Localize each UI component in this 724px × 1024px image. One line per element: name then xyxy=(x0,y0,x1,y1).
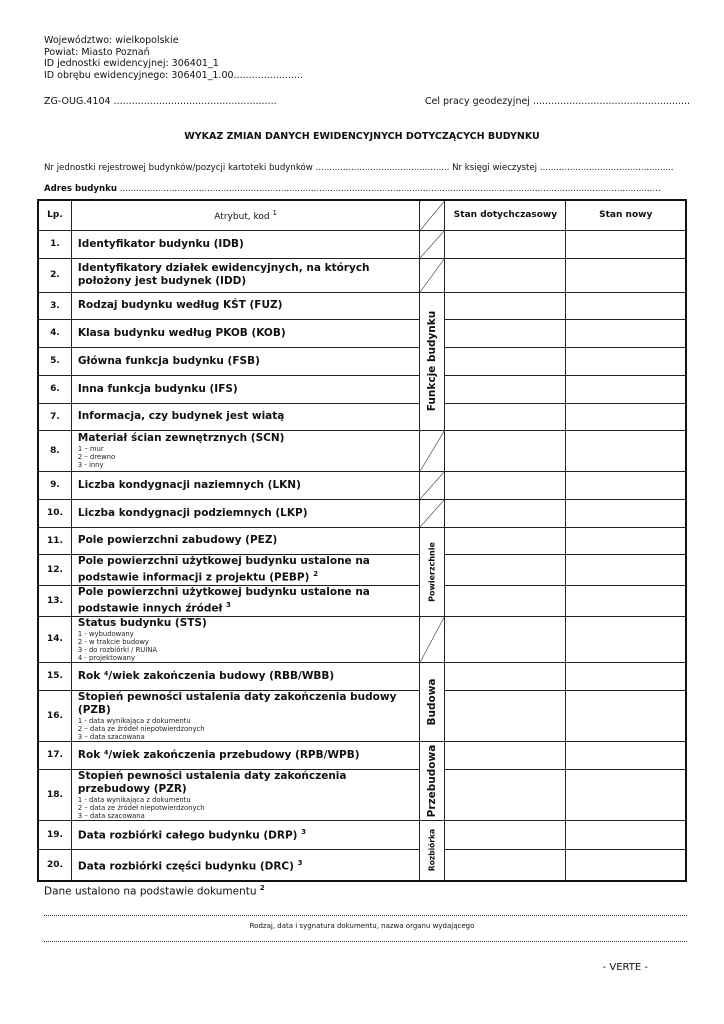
attribute-name-text: Inna funkcja budynku (IFS) xyxy=(77,382,238,395)
table-row xyxy=(38,849,686,881)
header-atrybut-text: Atrybut, kod xyxy=(214,211,270,222)
group-label: Przebudowa xyxy=(426,744,439,817)
attribute-name xyxy=(78,586,420,616)
header-block xyxy=(44,35,303,81)
row-attribute xyxy=(71,430,420,471)
attribute-name-text: Pole powierzchni zabudowy (PEZ) xyxy=(77,534,278,546)
attribute-name xyxy=(78,826,420,843)
stan-dotychczasowy-cell[interactable] xyxy=(445,662,566,690)
attribute-option: 1 - wybudowany xyxy=(77,629,134,638)
row-lp: 20. xyxy=(38,849,71,881)
stan-nowy-cell[interactable] xyxy=(566,403,686,430)
group-przebudowa xyxy=(420,741,445,820)
stan-nowy-cell[interactable] xyxy=(566,849,686,881)
header-wojewodztwo: Województwo: wielkopolskie xyxy=(44,35,179,46)
row-attribute xyxy=(71,403,420,430)
row-attribute xyxy=(71,527,420,554)
nr-jednostki-line: Nr jednostki rejestrowej budynków/pozycji kartoteki budynków ................................................. Nr księgi wieczystej ................................................. xyxy=(44,163,674,173)
row-lp: 12. xyxy=(38,554,71,585)
stan-nowy-cell[interactable] xyxy=(566,741,686,769)
stan-nowy-cell[interactable] xyxy=(566,258,686,292)
stan-dotychczasowy-cell[interactable] xyxy=(445,690,566,741)
stan-dotychczasowy-cell[interactable] xyxy=(445,430,566,471)
changes-table xyxy=(37,199,687,882)
attribute-name xyxy=(78,749,420,762)
stan-nowy-cell[interactable] xyxy=(566,319,686,347)
verte-label: - VERTE - xyxy=(602,962,648,973)
row-attribute xyxy=(71,375,420,403)
stan-dotychczasowy-cell[interactable] xyxy=(445,347,566,375)
stan-nowy-cell[interactable] xyxy=(566,292,686,319)
table-row xyxy=(38,258,686,292)
stan-nowy-cell[interactable] xyxy=(566,347,686,375)
attribute-option: 2 – drewno xyxy=(77,453,116,461)
attribute-name xyxy=(78,691,420,717)
attribute-name xyxy=(78,299,420,312)
attribute-name xyxy=(78,238,420,251)
document-title: WYKAZ ZMIAN DANYCH EWIDENCYJNYCH DOTYCZĄCYCH BUDYNKU xyxy=(184,131,540,142)
attribute-name-text: Stopień pewności ustalenia daty zakończenia przebudowy (PZR) xyxy=(77,769,347,795)
header-atrybut-sup: 1 xyxy=(272,208,277,217)
row-lp: 16. xyxy=(38,690,71,741)
row-attribute xyxy=(71,585,420,616)
table-row xyxy=(38,499,686,527)
header-diagonal-cell xyxy=(420,200,445,230)
row-lp: 8. xyxy=(38,430,71,471)
row-lp: 13. xyxy=(38,585,71,616)
document-caption: Rodzaj, data i sygnatura dokumentu, nazwa organu wydającego xyxy=(249,922,475,930)
stan-dotychczasowy-cell[interactable] xyxy=(445,375,566,403)
attribute-option: 3 – data szacowana xyxy=(77,732,145,741)
attribute-footnote-sup: 3 xyxy=(301,828,306,837)
group-powierzchnie xyxy=(420,527,445,616)
row-attribute xyxy=(71,499,420,527)
table-row xyxy=(38,616,686,662)
row-attribute xyxy=(71,319,420,347)
stan-nowy-cell[interactable] xyxy=(566,527,686,554)
table-row xyxy=(38,471,686,499)
attribute-name-text: Materiał ścian zewnętrznych (SCN) xyxy=(77,432,285,444)
stan-dotychczasowy-cell[interactable] xyxy=(445,554,566,585)
table-row xyxy=(38,230,686,258)
row-lp: 3. xyxy=(38,292,71,319)
attribute-name-text: Pole powierzchni użytkowej budynku ustalone na podstawie informacji z projektu (PEBP) xyxy=(77,554,370,584)
attribute-name xyxy=(78,410,420,423)
attribute-name xyxy=(78,617,420,630)
group-funkcje xyxy=(420,292,445,430)
stan-nowy-cell[interactable] xyxy=(566,585,686,616)
row-attribute xyxy=(71,292,420,319)
reference-zg: ZG-OUG.4104 ...................................................... xyxy=(44,96,277,107)
stan-dotychczasowy-cell[interactable] xyxy=(445,403,566,430)
attribute-name xyxy=(78,555,420,585)
attribute-option: 2 – data ze źródeł niepotwierdzonych xyxy=(77,724,205,733)
table-row xyxy=(38,690,686,741)
attribute-option: 3 - do rozbiórki / RUINA xyxy=(77,645,158,654)
row-lp: 10. xyxy=(38,499,71,527)
stan-dotychczasowy-cell[interactable] xyxy=(445,585,566,616)
row-attribute xyxy=(71,820,420,849)
group-budowa xyxy=(420,662,445,741)
attribute-name-text: Liczba kondygnacji podziemnych (LKP) xyxy=(77,506,308,519)
attribute-name xyxy=(78,507,420,520)
row-lp: 18. xyxy=(38,769,71,820)
row-lp: 1. xyxy=(38,230,71,258)
table-row xyxy=(38,585,686,616)
stan-dotychczasowy-cell[interactable] xyxy=(445,499,566,527)
row-lp: 11. xyxy=(38,527,71,554)
row-attribute xyxy=(71,554,420,585)
table-row xyxy=(38,319,686,347)
attribute-option: 3 – data szacowana xyxy=(77,811,145,820)
table-row xyxy=(38,662,686,690)
attribute-name xyxy=(78,534,420,547)
stan-nowy-cell[interactable] xyxy=(566,430,686,471)
attribute-option: 2 - w trakcie budowy xyxy=(77,637,149,646)
dane-ustalono-text: Dane ustalono na podstawie dokumentu xyxy=(44,885,257,898)
attribute-footnote-sup: 3 xyxy=(226,600,231,609)
attribute-name-text: Liczba kondygnacji naziemnych (LKN) xyxy=(77,478,301,491)
stan-nowy-cell[interactable] xyxy=(566,616,686,662)
attribute-name xyxy=(78,857,420,874)
stan-dotychczasowy-cell[interactable] xyxy=(445,616,566,662)
group-label: Funkcje budynku xyxy=(426,310,439,412)
stan-dotychczasowy-cell[interactable] xyxy=(445,741,566,769)
stan-nowy-cell[interactable] xyxy=(566,820,686,849)
row-attribute xyxy=(71,662,420,690)
stan-dotychczasowy-cell[interactable] xyxy=(445,769,566,820)
row-attribute xyxy=(71,347,420,375)
attribute-name-text: Rok ⁴/wiek zakończenia przebudowy (RPB/WPB) xyxy=(77,748,360,761)
header-id-obrebu: ID obrębu ewidencyjnego: 306401_1.00....................... xyxy=(44,69,303,81)
row-lp: 7. xyxy=(38,403,71,430)
adres-label: Adres budynku xyxy=(44,184,117,194)
table-row xyxy=(38,769,686,820)
attribute-name xyxy=(78,383,420,396)
row-lp: 15. xyxy=(38,662,71,690)
row-lp: 5. xyxy=(38,347,71,375)
attribute-name-text: Data rozbiórki całego budynku (DRP) xyxy=(77,829,298,842)
table-row xyxy=(38,347,686,375)
adres-line xyxy=(44,184,661,194)
diagonal-cell xyxy=(420,616,445,662)
stan-nowy-cell[interactable] xyxy=(566,662,686,690)
document-line-1 xyxy=(44,915,687,916)
attribute-name-text: Informacja, czy budynek jest wiatą xyxy=(77,410,285,422)
stan-nowy-cell[interactable] xyxy=(566,375,686,403)
row-attribute xyxy=(71,230,420,258)
stan-dotychczasowy-cell[interactable] xyxy=(445,471,566,499)
stan-dotychczasowy-cell[interactable] xyxy=(445,258,566,292)
row-lp: 2. xyxy=(38,258,71,292)
row-attribute xyxy=(71,258,420,292)
group-label: Budowa xyxy=(426,678,439,725)
stan-dotychczasowy-cell[interactable] xyxy=(445,849,566,881)
table-row xyxy=(38,820,686,849)
attribute-name xyxy=(78,262,420,288)
row-lp: 9. xyxy=(38,471,71,499)
header-lp: Lp. xyxy=(38,200,71,230)
group-label: Rozbiórka xyxy=(427,829,437,872)
row-lp: 17. xyxy=(38,741,71,769)
attribute-option: 3 - inny xyxy=(77,461,104,469)
table-row xyxy=(38,292,686,319)
header-atrybut xyxy=(71,200,420,230)
diagonal-cell xyxy=(420,430,445,471)
table-row xyxy=(38,375,686,403)
diagonal-cell xyxy=(420,471,445,499)
attribute-footnote-sup: 3 xyxy=(297,858,303,867)
dane-ustalono xyxy=(44,884,265,898)
header-stan-nowy: Stan nowy xyxy=(566,200,686,230)
row-attribute xyxy=(71,741,420,769)
attribute-footnote-sup: 2 xyxy=(313,569,318,578)
row-attribute xyxy=(71,616,420,662)
attribute-name-text: Identyfikator budynku (IDB) xyxy=(77,237,244,250)
diagonal-cell xyxy=(420,499,445,527)
stan-nowy-cell[interactable] xyxy=(566,690,686,741)
attribute-option: 4 - projektowany xyxy=(77,653,135,662)
table-row xyxy=(38,741,686,769)
attribute-name xyxy=(78,670,420,683)
row-lp: 6. xyxy=(38,375,71,403)
attribute-name-text: Pole powierzchni użytkowej budynku ustalone na podstawie innych źródeł xyxy=(77,585,370,615)
table-row xyxy=(38,554,686,585)
dane-ustalono-sup: 2 xyxy=(259,884,265,892)
attribute-name xyxy=(78,770,420,796)
attribute-name-text: Stopień pewności ustalenia daty zakończenia budowy (PZB) xyxy=(77,690,397,716)
table-row xyxy=(38,403,686,430)
stan-dotychczasowy-cell[interactable] xyxy=(445,292,566,319)
attribute-option: 1 – mur xyxy=(77,445,104,453)
stan-nowy-cell[interactable] xyxy=(566,769,686,820)
group-label: Powierzchnie xyxy=(427,541,437,602)
stan-nowy-cell[interactable] xyxy=(566,554,686,585)
attribute-name-text: Identyfikatory działek ewidencyjnych, na których położony jest budynek (IDD) xyxy=(77,262,370,287)
header-stan-dotychczasowy: Stan dotychczasowy xyxy=(445,200,566,230)
attribute-option: 1 - data wynikająca z dokumentu xyxy=(77,716,191,725)
reference-cel-pracy: Cel pracy geodezyjnej .................................................... xyxy=(424,96,690,107)
attribute-option: 1 - data wynikająca z dokumentu xyxy=(77,795,191,804)
attribute-name xyxy=(78,432,420,445)
document-line-2 xyxy=(44,941,687,942)
row-attribute xyxy=(71,849,420,881)
stan-nowy-cell[interactable] xyxy=(566,499,686,527)
group-rozbiorka xyxy=(420,820,445,881)
row-attribute xyxy=(71,769,420,820)
row-attribute xyxy=(71,471,420,499)
attribute-name xyxy=(78,355,420,368)
row-lp: 19. xyxy=(38,820,71,849)
row-attribute xyxy=(71,690,420,741)
table-row xyxy=(38,527,686,554)
table-row xyxy=(38,430,686,471)
attribute-name-text: Klasa budynku według PKOB (KOB) xyxy=(77,326,286,339)
stan-dotychczasowy-cell[interactable] xyxy=(445,319,566,347)
stan-dotychczasowy-cell[interactable] xyxy=(445,527,566,554)
header-powiat: Powiat: Miasto Poznań xyxy=(44,46,150,58)
table-header-row xyxy=(38,200,686,230)
attribute-name-text: Status budynku (STS) xyxy=(77,616,207,629)
stan-dotychczasowy-cell[interactable] xyxy=(445,820,566,849)
attribute-option: 2 – data ze źródeł niepotwierdzonych xyxy=(77,803,205,812)
header-id-jednostki: ID jednostki ewidencyjnej: 306401_1 xyxy=(44,58,219,69)
attribute-name-text: Data rozbiórki części budynku (DRC) xyxy=(77,860,294,872)
attribute-name xyxy=(78,479,420,492)
attribute-name-text: Rok ⁴/wiek zakończenia budowy (RBB/WBB) xyxy=(77,669,335,682)
diagonal-cell xyxy=(420,258,445,292)
row-lp: 4. xyxy=(38,319,71,347)
attribute-name xyxy=(78,327,420,340)
stan-dotychczasowy-cell[interactable] xyxy=(445,230,566,258)
stan-nowy-cell[interactable] xyxy=(566,471,686,499)
diagonal-cell xyxy=(420,230,445,258)
attribute-name-text: Rodzaj budynku według KŚT (FUZ) xyxy=(77,299,283,311)
stan-nowy-cell[interactable] xyxy=(566,230,686,258)
adres-dots: ...................................................................................................................................................................................................... xyxy=(119,184,661,194)
row-lp: 14. xyxy=(38,616,71,662)
attribute-name-text: Główna funkcja budynku (FSB) xyxy=(77,354,260,367)
